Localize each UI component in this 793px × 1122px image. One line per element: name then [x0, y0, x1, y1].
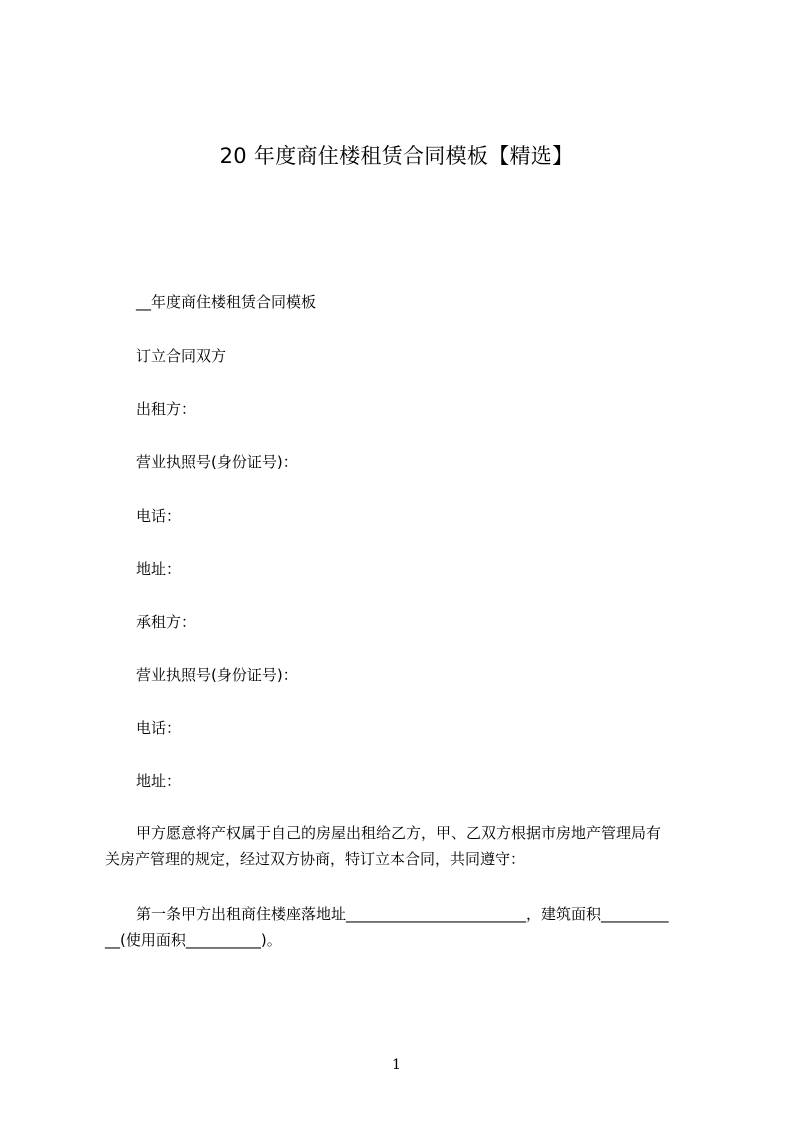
lessee-label: 承租方：	[136, 613, 197, 631]
subtitle-line: __年度商住楼租赁合同模板	[136, 293, 317, 311]
lessor-label: 出租方：	[136, 400, 197, 418]
article-one-line-1: 第一条甲方出租商住楼座落地址________________________，建筑面积_________	[136, 905, 669, 923]
lessee-license-label: 营业执照号(身份证号)：	[136, 666, 298, 684]
parties-heading: 订立合同双方	[136, 347, 227, 365]
lessor-address-label: 地址：	[136, 560, 182, 578]
lessee-address-label: 地址：	[136, 772, 182, 790]
article-one-line-2: __(使用面积__________)。	[105, 931, 282, 949]
lessee-phone-label: 电话：	[136, 719, 182, 737]
intro-paragraph-line-1: 甲方愿意将产权属于自己的房屋出租给乙方，甲、乙双方根据市房地产管理局有	[136, 824, 662, 842]
document-title: 20 年度商住楼租赁合同模板【精选】	[219, 144, 574, 168]
intro-paragraph-line-2: 关房产管理的规定，经过双方协商，特订立本合同，共同遵守：	[105, 850, 526, 868]
article-one-paragraph	[105, 901, 705, 953]
lessor-phone-label: 电话：	[136, 507, 182, 525]
lessor-license-label: 营业执照号(身份证号)：	[136, 453, 298, 471]
intro-paragraph	[105, 820, 705, 872]
page-number: 1	[392, 1057, 401, 1073]
